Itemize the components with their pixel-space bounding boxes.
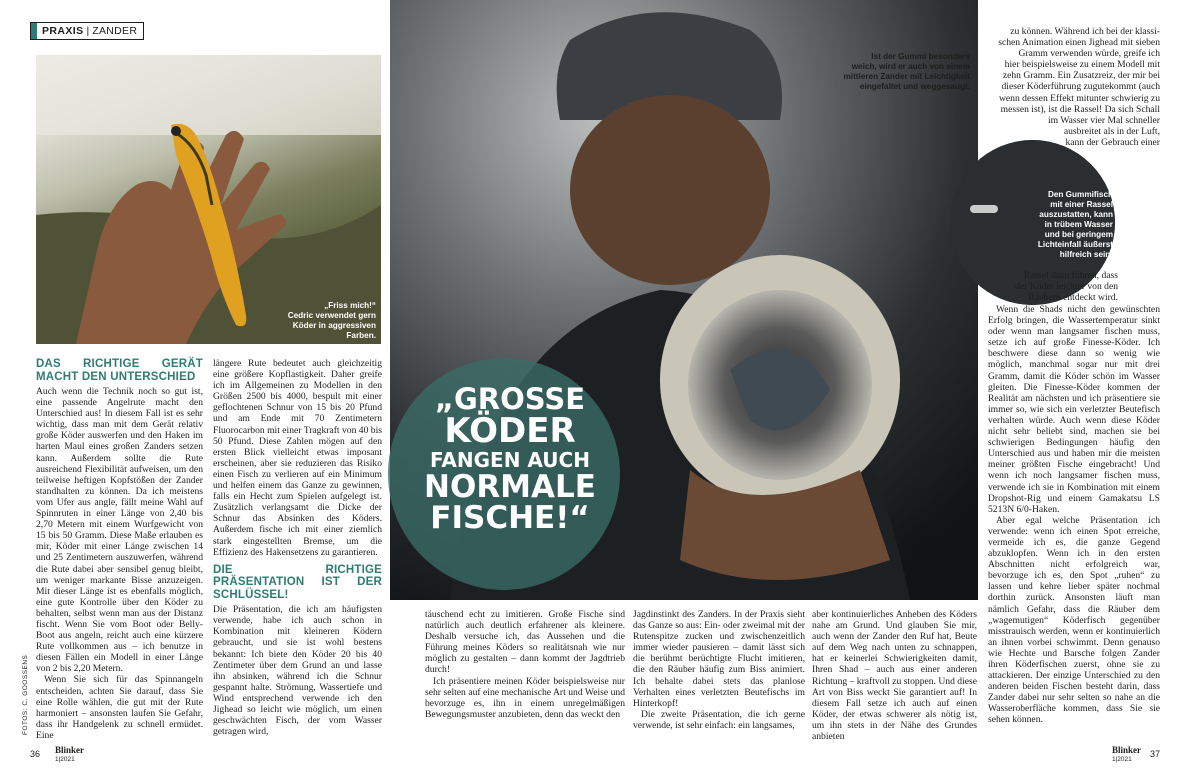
inset-caption-line: Lichteinfall äußerst	[1037, 240, 1113, 249]
quote-line: NORMALE	[424, 469, 596, 505]
issue-number: 1|2021	[1112, 756, 1132, 763]
quote-line: „GROSSE	[434, 382, 586, 416]
rubric-section: PRAXIS	[42, 25, 84, 37]
page-number-left: 36	[30, 749, 41, 759]
text-line: der Köder leichter von den	[1015, 281, 1118, 293]
text-line: im Wasser vier Mal schneller	[1047, 114, 1160, 126]
paragraph: Die zweite Präsentation, die ich gerne verwende, ist sehr einfach: ein langsames,	[633, 708, 805, 731]
paragraph: längere Rute bedeutet auch gleichzeitig eine größere Kopflastigkeit. Daher greife ich im Allgemeinen zu Modellen in den Größen 2500 bis 4000, bespult mit einer geflochtenen Schnur von 15 bis 20 Pfund und am Ende mit 70 Zentimetern Fluorocarbon mit einer Tragkraft von 40 bis 50 Pfund. Diese Zahlen mögen auf den ersten Blick vielleicht etwas imposant erscheinen, aber sie reduzieren das Risiko einen Fisch zu verlieren auf ein Minimum und helfen einem das Ganze zu gewinnen, falls ein Hecht zum Spielen aufgelegt ist. Zusätzlich verlangsamt die Dicke der Schnur das Absinken des Köders. Außerdem fische ich mit einer ziemlich stark eingestellten Bremse, um die Effizienz des Hakensetzens zu garantieren.	[213, 358, 382, 558]
page-number-right: 37	[1150, 749, 1161, 759]
inset-caption-line: mit einer Rassel	[1050, 200, 1113, 209]
column-3	[425, 609, 625, 720]
text-line: schen Animation einen Jighead mit sieben	[998, 37, 1160, 49]
photo-lure-in-hand	[36, 55, 381, 344]
rubric-accent-bar	[31, 23, 37, 39]
photo1-caption-line: Cedric verwendet gern	[287, 311, 376, 320]
column-6-mid	[988, 270, 1118, 303]
column-6	[988, 304, 1160, 726]
text-line: dieser Köderführung zugutekommt (auch	[1001, 81, 1160, 93]
photo2-caption-line: mittleren Zander mit Leichtigkeit	[843, 72, 970, 81]
photo2-caption	[830, 52, 970, 92]
rubric-separator: |	[86, 25, 90, 37]
text-line: wenn dessen Effekt mitunter schwierig zu	[998, 92, 1160, 104]
column-2	[213, 358, 382, 737]
photo-credit: FOTOS: C. GOOSSENS	[22, 654, 29, 735]
heading-presentation: DIE RICHTIGE PRÄSENTATION IST DER SCHLÜSSEL!	[213, 563, 382, 601]
photo2-caption-line: Ist der Gummi besonders	[871, 52, 970, 61]
inset-caption-line: auszustatten, kann	[1039, 210, 1113, 219]
photo1-caption-line: Köder in aggressiven Farben.	[292, 321, 376, 340]
inset-caption-line: in trübem Wasser	[1044, 220, 1113, 229]
paragraph: Wenn die Shads nicht den gewünschten Erfolg bringen, die Wassertemperatur sinkt oder wenn man langsamer fischen muss, setze ich auf große Finesse-Köder. Ich beschwere diese dann so wenig wie möglich, manchmal sogar nur mit drei Gramm, damit die Köder schön im Wasser gleiten. Die Finesse-Köder kommen der Realität am nächsten und ich präsentiere sie immer so, wie sich ein verletzter Beutefisch verhalten würde. Auch wenn diese Köder nicht sehr beliebt sind, machen sie bei schwierigen Bedingungen häufig den Unterschied aus und haben mir die meisten meiner größten Fische eingebracht! Und wenn ich noch langsamer fischen muss, verwende ich sie in Kombination mit einem Dropshot-Rig und einem Gamakatsu LS 5213N 6/0-Haken.	[988, 304, 1160, 515]
column-1	[36, 358, 203, 741]
quote-line: FANGEN AUCH	[430, 448, 590, 472]
inset-caption-line: Den Gummifisch	[1047, 190, 1113, 199]
paragraph: Auch wenn die Technik noch so gut ist, eine passende Angelrute macht den Unterschied aus! In diesem Fall ist es sehr wichtig, dass man mit dem Gerät relativ große Köder auswerfen und den Haken im harten Maul eines großen Zanders setzen kann. Außerdem sollte die Rute ausreichend Flexibilität aufweisen, um den teilweise heftigen Kopfstößen der Zander standhalten zu können. Da ich meistens vom Ufer aus angle, fällt meine Wahl auf Spinnruten in einer Länge von 2,40 bis 2,70 Metern mit einem Wurfgewicht von 15 bis 50 Gramm. Diese Maße erlauben es mir, Köder mit einer Länge zwischen 14 und 25 Zentimetern auszuwerfen, während die Rute dabei aber sensibel genug bleibt, um weniger markante Bisse anzuzeigen. Mit dieser Länge ist es ebenfalls möglich, eine gute Kontrolle über den Köder zu behalten, selbst wenn man aus der Distanz fischt. Wenn Sie vom Boot oder Belly-Boot aus angeln, reicht auch eine kürzere Rute vollkommen aus – ich benutze in diesen Fällen ein Modell in einer Länge von 2 bis 2,20 Metern.	[36, 386, 203, 675]
column-6-top	[988, 26, 1160, 148]
paragraph: Die Präsentation, die ich am häufigsten verwende, habe ich auch schon in Kombination mit kleineren Ködern gebraucht, und sie ist wohl bestens bekannt: Ich biete den Köder 20 bis 40 Zentimeter über dem Grund an und lasse ihn absinken, während ich die Schnur gespannt halte. Strömung, Wassertiefe und Wind entsprechend verwende ich den Jighead so leicht wie möglich, um einen geschwächten Fisch, der vom Wasser getragen wird,	[213, 604, 382, 738]
photo2-caption-line: weich, wird er auch von einem	[851, 62, 970, 71]
paragraph: täuschend echt zu imitieren. Große Fische sind natürlich auch deutlich erfahrener als kleinere. Deshalb versuche ich, das Aussehen und die Führung meines Köders so realitätsnah wie nur möglich zu gestalten – dann kommt der Jagdtrieb durch!	[425, 609, 625, 676]
quote-line: KÖDER	[444, 411, 576, 451]
text-line: ausbreitet als in der Luft,	[1063, 125, 1160, 137]
paragraph: Ich präsentiere meinen Köder beispielsweise nur sehr selten auf eine mechanische Art und Weise und bevorzuge es, ihn in einem unregelmäßigen Bewegungsmuster anzubieten, denn das weckt den	[425, 675, 625, 720]
magazine-name: Blinker	[1112, 745, 1142, 755]
paragraph: Jagdinstinkt des Zanders. In der Praxis sieht das Ganze so aus: Ein- oder zweimal mit der Rutenspitze zucken und zwischenzeitlich immer wieder pausieren – damit lässt sich die berühmt berüchtigte Flucht imitieren, die den Räuber häufig zum Biss animiert. Ich behalte dabei stets das planlose Verhalten eines verletzten Beutefischs im Hinterkopf!	[633, 609, 805, 709]
text-line: kann der Gebrauch einer	[1065, 136, 1160, 148]
text-line: Räubern entdeckt wird.	[1028, 292, 1118, 304]
inset-caption-line: hilfreich sein!	[1059, 250, 1113, 259]
issue-number: 1|2021	[55, 756, 75, 763]
section-rubric	[30, 22, 144, 40]
quote-line: FISCHE!“	[430, 500, 590, 536]
pull-quote	[395, 382, 625, 536]
text-line: hier beispielsweise zu einem Modell mit	[1004, 59, 1160, 71]
column-5	[812, 609, 977, 742]
paragraph: aber kontinuierliches Anheben des Köders nahe am Grund. Und glauben Sie mir, auch wenn der Zander den Ruf hat, Beute auf dem Weg nach unten zu schnappen, hat er keinerlei Schwierigkeiten damit, Ihren Shad – auch aus einer anderen Richtung – kraftvoll zu stoppen. Und diese Art von Biss weckt Sie garantiert auf! In diesem Fall setze ich auch auf einen Köder, der etwas schwerer als nötig ist, um ihn stets in der Nähe des Grundes anbieten	[812, 609, 977, 743]
rubric-topic: ZANDER	[92, 25, 138, 37]
text-line: Rassel dazu führen, dass	[1023, 270, 1118, 281]
photo1-caption-title: „Friss mich!“	[324, 301, 376, 310]
magazine-name: Blinker	[55, 745, 85, 755]
magazine-logo-right	[1112, 746, 1141, 764]
column-4	[633, 609, 805, 731]
magazine-logo-left	[55, 746, 84, 764]
text-line: Gramm verwenden würde, greife ich	[1018, 48, 1160, 60]
photo2-caption-line: eingefaltet und weggesaugt.	[859, 82, 970, 91]
paragraph: Wenn Sie sich für das Spinnangeln entscheiden, achten Sie darauf, dass Sie eine Rolle wählen, die gut mit der Rute harmoniert – ansonsten laufen Sie Gefahr, dass ihr Handgelenk zu schnell ermüdet. Eine	[36, 674, 203, 741]
text-line: zehn Gramm. Ein Zusatzreiz, der mir bei	[1002, 70, 1160, 82]
inset-caption-line: und bei geringem	[1044, 230, 1113, 239]
heading-equipment: DAS RICHTIGE GERÄT MACHT DEN UNTERSCHIED	[36, 358, 203, 383]
inset-caption	[995, 190, 1113, 260]
text-line: zu können. Während ich bei der klassi-	[1010, 26, 1160, 37]
paragraph: Aber egal welche Präsentation ich verwende: wenn ich einen Spot erreiche, vermeide ich es, die ganze Gegend abzuklopfen. Wenn ich in den ersten Abschnitten nicht erfolgreich war, bevorzuge ich es, den Spot „ruhen“ zu lassen und kehre lieber später nochmal dorthin zurück. Ansonsten läuft man nämlich Gefahr, dass die Räuber dem „wagemutigen“ Köderfisch gegenüber misstrauisch werden, wenn er kontinuierlich an ihnen vorbei schwimmt. Denn genauso wie Hechte und Barsche folgen Zander ihren Köderfischen zuerst, ohne sie zu attackieren. Der einzige Unterschied zu den anderen beiden Fischen besteht darin, dass Zander dabei nur sehr selten so nahe an die Wasseroberfläche kommen, dass Sie sie sehen können.	[988, 514, 1160, 726]
text-line: messen ist), ist die Rassel! Da sich Schall	[1000, 103, 1160, 115]
photo1-caption	[266, 301, 376, 341]
